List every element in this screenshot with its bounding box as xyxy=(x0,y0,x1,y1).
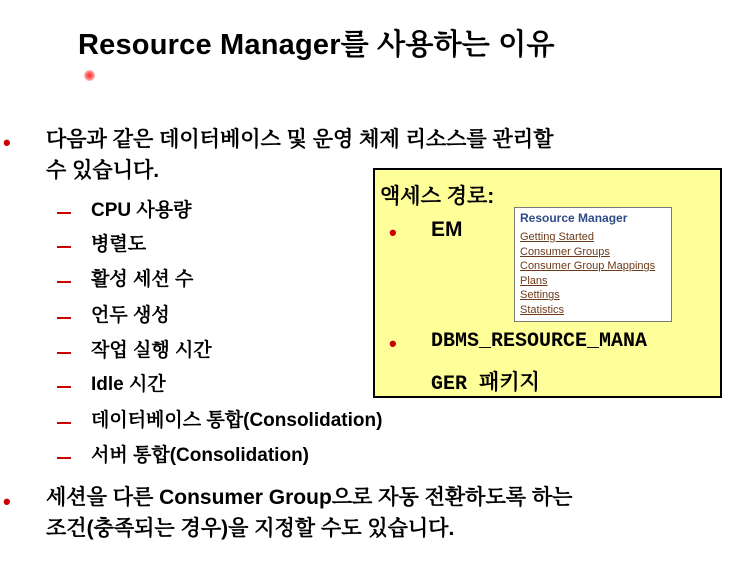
bullet1-line2: 수 있습니다. xyxy=(46,159,160,182)
access-path-callout xyxy=(373,168,722,398)
bullet-marker: • xyxy=(3,489,11,514)
sub-item-db-consolidation: 데이터베이스 통합(Consolidation) xyxy=(91,410,383,431)
dash-marker xyxy=(57,246,71,248)
rm-panel-title: Resource Manager xyxy=(520,211,628,225)
link-consumer-group-mappings[interactable]: Consumer Group Mappings xyxy=(520,260,656,273)
resource-manager-panel xyxy=(514,207,672,322)
sub-item-server-consolidation: 서버 통합(Consolidation) xyxy=(91,445,310,466)
sub-item-exec-time: 작업 실행 시간 xyxy=(91,340,212,361)
package-name-part2: GER xyxy=(431,373,468,396)
sub-item-undo: 언두 생성 xyxy=(91,305,170,326)
bullet2-line1: 세션을 다른 Consumer Group으로 자동 전환하도록 하는 xyxy=(46,486,573,509)
slide-title: Resource Manager를 사용하는 이유 xyxy=(78,29,555,61)
bullet1-line1: 다음과 같은 데이터베이스 및 운영 체제 리소스를 관리할 xyxy=(46,128,554,151)
callout-bullet-marker: • xyxy=(389,331,397,356)
dash-marker xyxy=(57,281,71,283)
dash-marker xyxy=(57,457,71,459)
link-settings[interactable]: Settings xyxy=(520,289,560,302)
sub-item-parallel: 병렬도 xyxy=(91,234,147,255)
link-consumer-groups[interactable]: Consumer Groups xyxy=(520,245,610,258)
package-name-line1: DBMS_RESOURCE_MANA xyxy=(431,330,648,353)
em-label: EM xyxy=(431,218,463,241)
link-getting-started[interactable]: Getting Started xyxy=(520,231,594,243)
sub-item-cpu: CPU 사용량 xyxy=(91,200,192,221)
callout-title: 액세스 경로: xyxy=(380,185,495,208)
decorative-red-dot xyxy=(84,70,95,81)
callout-bullet-marker: • xyxy=(389,220,397,245)
sub-item-idle: Idle 시간 xyxy=(91,374,166,395)
link-plans[interactable]: Plans xyxy=(520,274,548,287)
sub-item-sessions: 활성 세션 수 xyxy=(91,269,194,290)
bullet-marker: • xyxy=(3,130,11,155)
bullet2-line2: 조건(충족되는 경우)을 지정할 수도 있습니다. xyxy=(46,517,455,540)
dash-marker xyxy=(57,422,71,424)
link-statistics[interactable]: Statistics xyxy=(520,303,565,316)
package-suffix: 패키지 xyxy=(479,371,540,394)
package-name-line2 xyxy=(431,366,540,396)
dash-marker xyxy=(57,386,71,388)
dash-marker xyxy=(57,352,71,354)
dash-marker xyxy=(57,212,71,214)
dash-marker xyxy=(57,317,71,319)
